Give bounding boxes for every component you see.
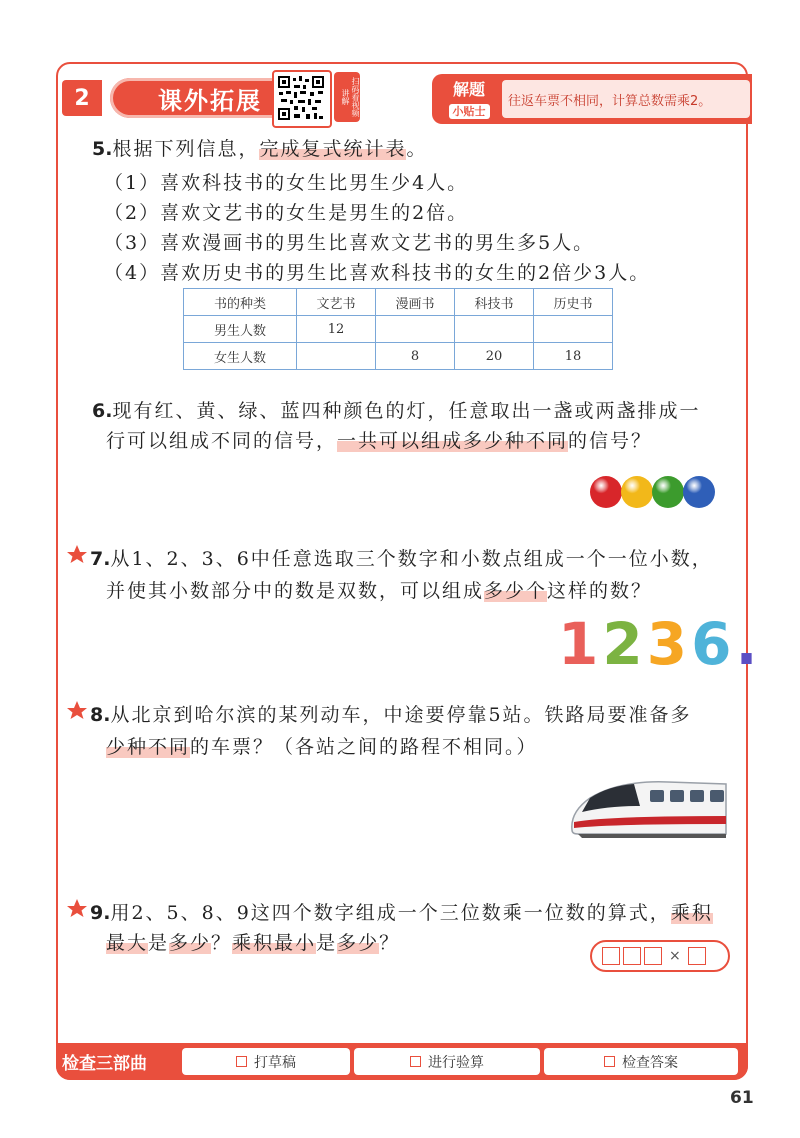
check-steps-bar (56, 1043, 748, 1080)
check-step-verify[interactable] (354, 1048, 540, 1075)
check-step-label: 进行验算 (428, 1054, 484, 1071)
check-step-draft[interactable] (182, 1048, 350, 1075)
q5-stem (92, 134, 428, 161)
tip-badge-subtitle: 小贴士 (449, 104, 490, 119)
q8-number: 8. (90, 704, 111, 726)
q9-text: ？ (211, 932, 233, 954)
q5-text-end: 。 (406, 138, 428, 160)
digit: 6 (691, 610, 736, 678)
check-step-label: 打草稿 (254, 1054, 296, 1071)
q5-condition-4: （4）喜欢历史书的男生比喜欢科技书的女生的2倍少3人。 (104, 262, 651, 284)
q8-line-2 (106, 732, 538, 759)
q9-line-1 (90, 898, 713, 925)
q6-keyword: 一共可以组成 (337, 430, 464, 452)
q5-number: 5. (92, 138, 113, 160)
checkbox-icon[interactable] (410, 1056, 421, 1067)
q9-line-2 (106, 928, 400, 955)
q5-condition-1: （1）喜欢科技书的女生比男生少4人。 (104, 172, 469, 194)
q8-keyword: 少种不同 (106, 736, 191, 758)
equation-boxes (590, 940, 730, 972)
digit: 1 (558, 610, 603, 678)
q5-keyword: 完成复式统计表 (259, 138, 407, 160)
tip-text: 往返车票不相同，计算总数需乘2。 (502, 80, 750, 118)
table-cell: 20 (455, 343, 534, 370)
q9-number: 9. (90, 902, 111, 924)
checkbox-icon[interactable] (604, 1056, 615, 1067)
star-icon (66, 544, 88, 564)
q5-condition-2: （2）喜欢文艺书的女生是男生的2倍。 (104, 202, 469, 224)
statistics-table (183, 288, 613, 370)
star-icon (66, 700, 88, 720)
digit-box[interactable] (602, 947, 620, 965)
check-steps-title: 检查三部曲 (62, 1054, 147, 1074)
check-step-label: 检查答案 (622, 1054, 678, 1071)
digit-box[interactable] (623, 947, 641, 965)
tip-badge (440, 80, 498, 118)
check-step-answer[interactable] (544, 1048, 738, 1075)
q7-line-2 (106, 576, 652, 603)
table-row (184, 316, 613, 343)
table-cell: 12 (297, 316, 376, 343)
green-light-icon (652, 476, 684, 508)
colored-lights-image (590, 474, 720, 510)
q9-keyword: 多少 (169, 932, 212, 954)
table-row (184, 343, 613, 370)
yellow-light-icon (621, 476, 653, 508)
q6-line-2 (106, 426, 652, 453)
section-title: 课外拓展 (110, 78, 310, 118)
table-cell: 女生人数 (184, 343, 297, 370)
q9-keyword: 乘积最小 (232, 932, 317, 954)
table-cell[interactable] (297, 343, 376, 370)
blue-light-icon (683, 476, 715, 508)
q9-keyword: 乘积 (670, 902, 713, 924)
q6-line-1 (92, 396, 700, 423)
table-header-cell: 文艺书 (297, 289, 376, 316)
q9-keyword: 多少 (337, 932, 380, 954)
star-icon (66, 898, 88, 918)
tip-badge-title: 解题 (452, 80, 485, 99)
qr-caption: 扫码看视频讲解 (334, 72, 360, 122)
digit: 2 (602, 610, 647, 678)
digit-box[interactable] (688, 947, 706, 965)
tip-box (432, 74, 752, 124)
q7-number: 7. (90, 548, 111, 570)
q9-text: 用2、5、8、9这四个数字组成一个三位数乘一位数的算式， (110, 902, 671, 924)
table-cell[interactable] (534, 316, 613, 343)
qr-code-icon (278, 76, 324, 120)
table-header-cell: 历史书 (534, 289, 613, 316)
table-cell[interactable] (455, 316, 534, 343)
q6-number: 6. (92, 400, 113, 422)
q9-keyword: 最大 (106, 932, 149, 954)
table-cell: 18 (534, 343, 613, 370)
q8-text: 从北京到哈尔滨的某列动车，中途要停靠5站。铁路局要准备多 (110, 704, 692, 726)
table-cell[interactable] (376, 316, 455, 343)
table-header-cell: 科技书 (455, 289, 534, 316)
q7-line-1 (90, 544, 713, 571)
checkbox-icon[interactable] (236, 1056, 247, 1067)
page-number: 61 (730, 1088, 754, 1108)
decimal-point: . (735, 610, 762, 678)
q9-text: ？ (379, 932, 401, 954)
times-sign: × (669, 948, 681, 964)
q7-text: 这样的数？ (547, 580, 653, 602)
q5-text: 根据下列信息， (112, 138, 260, 160)
red-light-icon (590, 476, 622, 508)
q8-line-1 (90, 700, 692, 727)
q8-text: 的车票？（各站之间的路程不相同。） (190, 736, 538, 758)
q6-text: 现有红、黄、绿、蓝四种颜色的灯，任意取出一盏或两盏排成一 (112, 400, 701, 422)
table-header-cell: 书的种类 (184, 289, 297, 316)
q7-text: 并使其小数部分中的数是双数，可以组成 (106, 580, 485, 602)
q9-text: 是 (148, 932, 170, 954)
q6-text: 的信号？ (568, 430, 653, 452)
digit-box[interactable] (644, 947, 662, 965)
qr-code[interactable] (272, 70, 332, 128)
train-image (568, 772, 728, 842)
q5-condition-3: （3）喜欢漫画书的男生比喜欢文艺书的男生多5人。 (104, 232, 595, 254)
q7-text: 从1、2、3、6中任意选取三个数字和小数点组成一个一位小数， (110, 548, 713, 570)
q6-keyword: 多少种不同 (463, 430, 569, 452)
section-number: 2 (62, 80, 102, 116)
table-header-row (184, 289, 613, 316)
table-cell: 男生人数 (184, 316, 297, 343)
digit: 3 (646, 610, 692, 678)
table-header-cell: 漫画书 (376, 289, 455, 316)
q9-text: 是 (316, 932, 338, 954)
digits-image (558, 610, 761, 678)
table-cell: 8 (376, 343, 455, 370)
q6-text: 行可以组成不同的信号， (106, 430, 338, 452)
q7-keyword: 多少个 (484, 580, 548, 602)
